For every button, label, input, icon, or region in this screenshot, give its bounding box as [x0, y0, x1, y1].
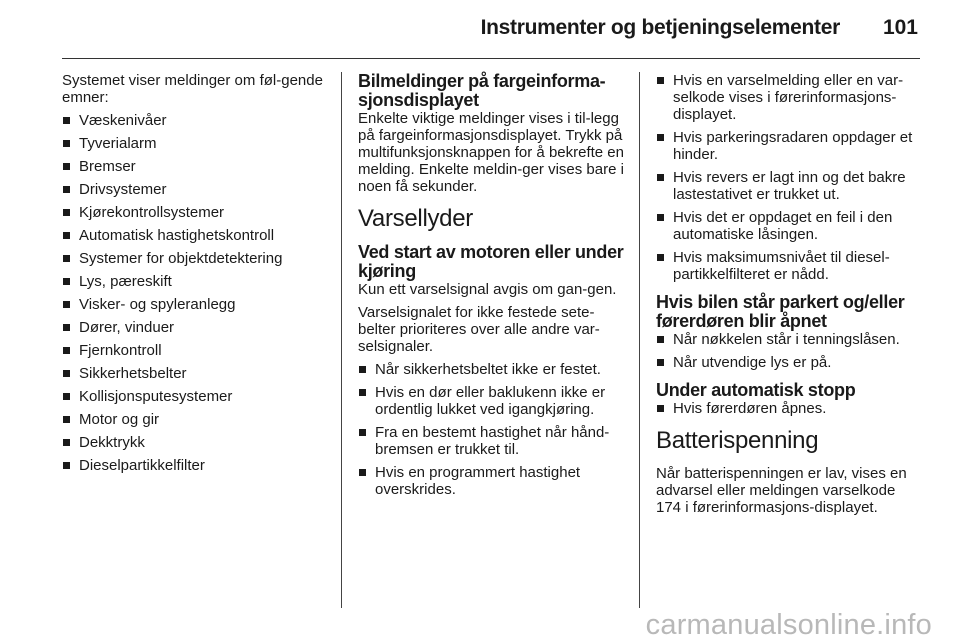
condition-list: [656, 331, 924, 371]
list-item: Drivsystemer: [62, 181, 324, 198]
list-item: Kollisjonsputesystemer: [62, 388, 324, 405]
page-number: 101: [882, 16, 918, 39]
list-item: Væskenivåer: [62, 112, 324, 129]
column-divider-1: [341, 72, 342, 608]
paragraph: Når batterispenningen er lav, vises en advarsel eller meldingen varselkode 174 i førerinformasjons-displayet.: [656, 465, 907, 516]
header-divider: [62, 58, 920, 59]
list-item: Fra en bestemt hastighet når hånd-bremsen er trukket til.: [358, 424, 626, 458]
heading-color-display-messages: Bilmeldinger på fargeinforma-sjonsdisplayet: [358, 71, 606, 110]
list-item: Når utvendige lys er på.: [656, 354, 924, 371]
column-3: [656, 72, 924, 522]
list-item: Dieselpartikkelfilter: [62, 457, 324, 474]
page-header: [0, 0, 960, 58]
list-item: Fjernkontroll: [62, 342, 324, 359]
list-item: Sikkerhetsbelter: [62, 365, 324, 382]
list-item: Dører, vinduer: [62, 319, 324, 336]
list-item: Hvis førerdøren åpnes.: [656, 400, 924, 417]
list-item: Hvis en varselmelding eller en var-selkode vises i førerinformasjons-displayet.: [656, 72, 924, 123]
list-item: Kjørekontrollsystemer: [62, 204, 324, 221]
list-item: Bremser: [62, 158, 324, 175]
watermark-text: carmanualsonline.info: [645, 609, 932, 641]
column-divider-2: [639, 72, 640, 608]
section-title-warning-chimes: Varsellyder: [358, 205, 473, 232]
condition-list: [656, 72, 924, 283]
list-item: Hvis parkeringsradaren oppdager et hinder.: [656, 129, 924, 163]
list-item: Systemer for objektdetektering: [62, 250, 324, 267]
paragraph: Enkelte viktige meldinger vises i til-legg på fargeinformasjonsdisplayet. Trykk på multifunksjonsknappen for å bekrefte en melding. Enkelte meldin-ger vises bare i noen få sekunder.: [358, 110, 624, 195]
intro-text: Systemet viser meldinger om føl-gende emner:: [62, 72, 323, 106]
list-item: Når nøkkelen står i tenningslåsen.: [656, 331, 924, 348]
list-item: Hvis en dør eller baklukenn ikke er ordentlig lukket ved igangkjøring.: [358, 384, 626, 418]
list-item: Motor og gir: [62, 411, 324, 428]
heading-parked: Hvis bilen står parkert og/eller førerdøren blir åpnet: [656, 292, 905, 331]
list-item: Hvis maksimumsnivået til diesel-partikkelfilteret er nådd.: [656, 249, 924, 283]
list-item: Når sikkerhetsbeltet ikke er festet.: [358, 361, 626, 378]
paragraph: Varselsignalet for ikke festede sete-belter prioriteres over alle andre var-selsignaler.: [358, 304, 600, 355]
list-item: Hvis det er oppdaget en feil i den automatiske låsingen.: [656, 209, 924, 243]
list-item: Hvis revers er lagt inn og det bakre lastestativet er trukket ut.: [656, 169, 924, 203]
list-item: Dekktrykk: [62, 434, 324, 451]
page-title: Instrumenter og betjeningselementer: [480, 16, 840, 39]
list-item: Lys, pæreskift: [62, 273, 324, 290]
list-item: Visker- og spyleranlegg: [62, 296, 324, 313]
list-item: Automatisk hastighetskontroll: [62, 227, 324, 244]
condition-list: [656, 400, 924, 417]
column-2: [358, 72, 626, 504]
heading-engine-start: Ved start av motoren eller under kjøring: [358, 242, 624, 281]
list-item: Hvis en programmert hastighet overskrides.: [358, 464, 626, 498]
paragraph: Kun ett varselsignal avgis om gan-gen.: [358, 281, 617, 298]
column-1: [62, 72, 324, 480]
heading-autostop: Under automatisk stopp: [656, 380, 856, 400]
topic-list: [62, 112, 324, 474]
section-title-battery-voltage: Batterispenning: [656, 427, 819, 454]
list-item: Tyverialarm: [62, 135, 324, 152]
condition-list: [358, 361, 626, 498]
